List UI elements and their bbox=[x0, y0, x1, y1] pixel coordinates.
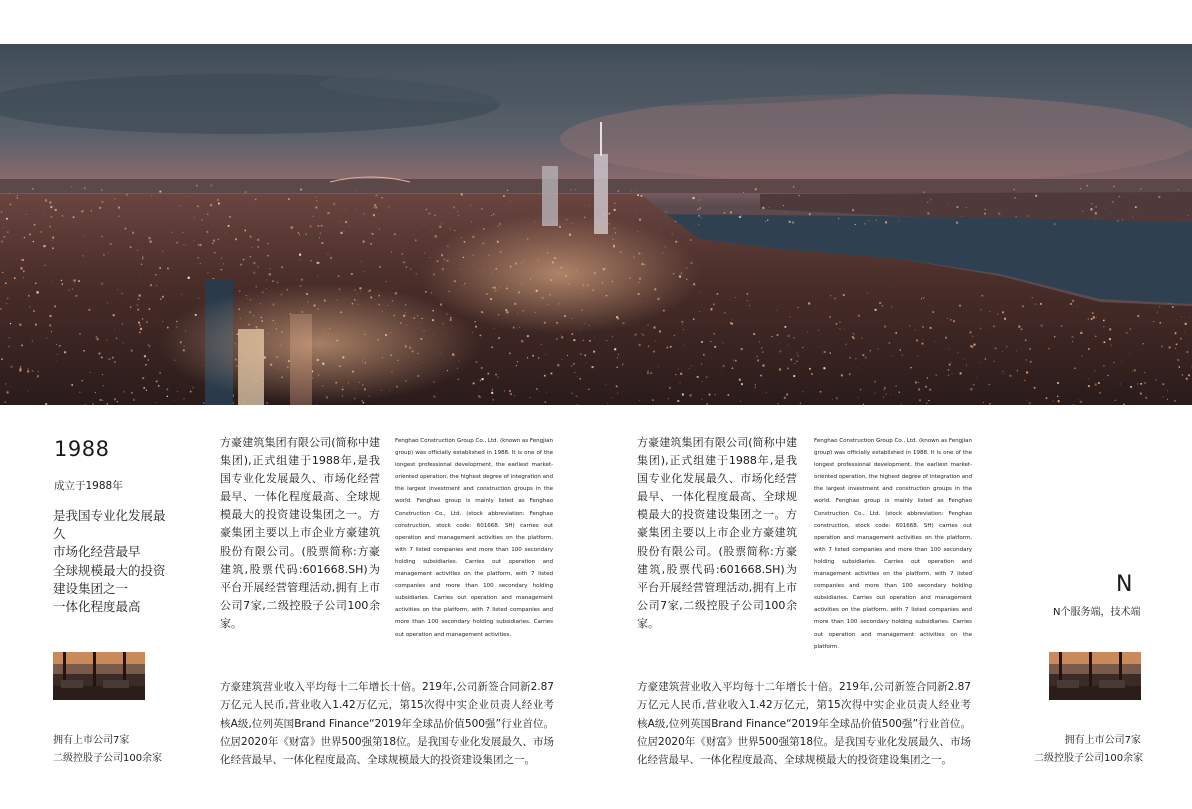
intro-paragraph-en-2: Fenghao Construction Group Co., Ltd. (known as Fengjian group) was officially established in 1988. It is one of the longest professional development, the earliest market-oriented operation, the highest degree of integration and the largest investment and construction groups in the world. Fenghao group is mainly listed as Fenghao Construction Co., Ltd. (stock abbreviation: Fenghao construction, stock code: 601668. SH) carries out operation and management activities on the platform, with 7 listed companies and more than 100 secondary holding subsidiaries. Carries out operation and management activities on the platform, with 7 listed companies and more than 100 secondary holding subsidiaries. Carries out operation and management activities on the platform, with 7 listed companies and more than 100 secondary holding subsidiaries. Carries out operation and management activities on the platform. bbox=[814, 438, 972, 650]
slogan-line: 一体化程度最高 bbox=[53, 599, 141, 615]
founded-label: 成立于1988年 bbox=[54, 480, 123, 492]
slogan-line: 全球规模最大的投资 bbox=[53, 562, 166, 578]
caption-line: 拥有上市公司7家 bbox=[53, 735, 130, 746]
caption-line: 拥有上市公司7家 bbox=[1064, 735, 1141, 746]
revenue-paragraph-2: 方豪建筑营业收入平均每十二年增长十倍。219年,公司新签合同新2.87万亿元人民币,营业收入1.42万亿元，第15次得中实企业员责人经业考核A级,位列英国Brand Finance“2019年全球品价值500强”行业首位。位居2020年《财富》世界500强第18位。是我国专业化发展最久、市场化经营最早、一体化程度最高、全球规模最大的投资建设集团之一。 bbox=[637, 681, 971, 767]
slogan bbox=[53, 507, 173, 616]
caption-line: 二级控股子公司100余家 bbox=[53, 753, 163, 764]
intro-paragraph-zh-1: 方豪建筑集团有限公司(简称中建集团),正式组建于1988年,是我国专业化发展最久、市场化经营最早、一体化程度最高、全球规模最大的投资建设集团之一。方豪集团主要以上市企业方豪建筑股份有限公司。(股票简称:方豪建筑,股票代码:601668.SH)为平台开展经营管理活动,拥有上市公司7家,二级控股子公司100余家。 bbox=[220, 436, 380, 630]
founding-year: 1988 bbox=[54, 437, 110, 461]
intro-paragraph-zh-2: 方豪建筑集团有限公司(简称中建集团),正式组建于1988年,是我国专业化发展最久、市场化经营最早、一体化程度最高、全球规模最大的投资建设集团之一。方豪集团主要以上市企业方豪建筑股份有限公司。(股票简称:方豪建筑,股票代码:601668.SH)为平台开展经营管理活动,拥有上市公司7家,二级控股子公司100余家。 bbox=[637, 436, 797, 630]
caption-left bbox=[53, 732, 162, 768]
caption-right bbox=[1034, 732, 1144, 768]
intro-paragraph-en-1: Fenghao Construction Group Co., Ltd. (known as Fengjian group) was officially established in 1988. It is one of the longest professional development, the earliest market-oriented operation, the highest degree of integration and the largest investment and construction groups in the world. Fenghao group is mainly listed as Fenghao Construction Co., Ltd. (stock abbreviation: Fenghao construction, stock code: 601668. SH) carries out operation and management activities on the platform, with 7 listed companies and more than 100 secondary holding subsidiaries. Carries out operation and management activities on the platform, with 7 listed companies and more than 100 secondary holding subsidiaries. Carries out operation and management activities on the platform, with 7 listed companies and more than 100 secondary holding subsidiaries. Carries out operation and management activities. bbox=[395, 438, 553, 638]
caption-line: 二级控股子公司100余家 bbox=[1034, 753, 1144, 764]
slogan-line: 市场化经营最早 bbox=[53, 544, 141, 560]
slogan-line: 是我国专业化发展最 bbox=[53, 508, 166, 523]
hero-city-image bbox=[0, 44, 1192, 405]
section-letter: N bbox=[1116, 572, 1133, 597]
slogan-line: 久 bbox=[53, 526, 66, 542]
slogan-line: 建设集团之一 bbox=[53, 580, 129, 596]
office-thumbnail-left bbox=[53, 652, 145, 700]
office-thumbnail-right bbox=[1049, 652, 1141, 700]
section-subtitle: N个服务端，技术端 bbox=[1053, 607, 1141, 618]
revenue-paragraph-1: 方豪建筑营业收入平均每十二年增长十倍。219年,公司新签合同新2.87万亿元人民币,营业收入1.42万亿元，第15次得中实企业员责人经业考核A级,位列英国Brand Finance“2019年全球品价值500强”行业首位。位居2020年《财富》世界500强第18位。是我国专业化发展最久、市场化经营最早、一体化程度最高、全球规模最大的投资建设集团之一。 bbox=[220, 681, 554, 767]
